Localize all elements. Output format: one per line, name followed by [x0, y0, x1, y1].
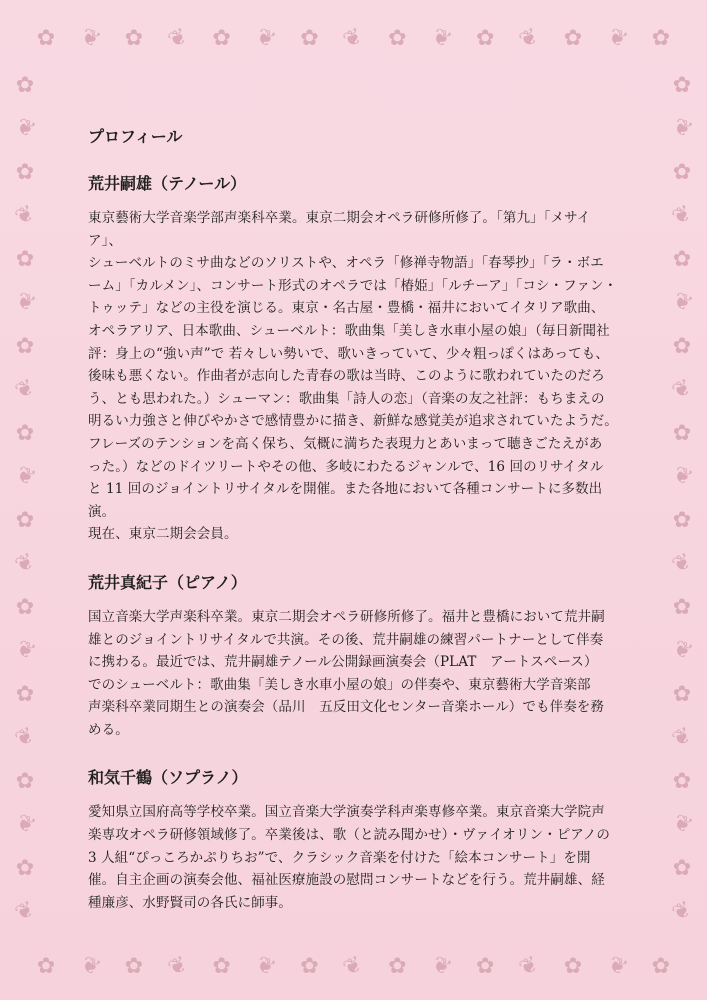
- decorative-border-bottom: [24, 950, 683, 984]
- maple-leaf-icon: ✿: [36, 26, 56, 51]
- maple-leaf-icon: ❦: [603, 23, 631, 54]
- maple-leaf-icon: ❦: [11, 635, 39, 667]
- maple-leaf-icon: ❦: [515, 23, 543, 54]
- maple-leaf-icon: ❦: [11, 113, 39, 145]
- maple-leaf-icon: ❦: [427, 951, 456, 982]
- maple-leaf-icon: ❦: [252, 951, 280, 982]
- maple-leaf-icon: ❦: [668, 722, 696, 754]
- maple-leaf-icon: ✿: [672, 333, 692, 359]
- section-title: 荒井真紀子（ピアノ）: [88, 572, 247, 592]
- maple-leaf-icon: ❦: [668, 896, 696, 928]
- maple-leaf-icon: ❦: [76, 951, 104, 982]
- maple-leaf-icon: ✿: [388, 954, 407, 979]
- maple-leaf-icon: ✿: [15, 420, 35, 446]
- maple-leaf-icon: ❦: [668, 287, 696, 319]
- profile-content: [88, 124, 620, 938]
- section-body: 国立音楽大学声楽科卒業。東京二期会オペラ研修所修了。福井と豊橋において荒井嗣 雄とのジョイントリサイタルで共演。その後、荒井嗣雄の練習パートナーとして伴奏 に携わる。最近では、荒井嗣雄テノール公開録画演奏会（PLAT アートスペース） でのシューベルト：歌曲集「美しき水車小屋の娘」の伴奏や、東京藝術大学音楽部 声楽科卒業同期生との演奏会（品川 五反田文化センター音楽ホール）でも伴奏を務 める。: [88, 608, 605, 738]
- maple-leaf-icon: ✿: [15, 333, 35, 359]
- maple-leaf-icon: ✿: [475, 26, 495, 51]
- maple-leaf-icon: ❦: [163, 23, 192, 54]
- maple-leaf-icon: ✿: [15, 246, 35, 272]
- maple-leaf-icon: ✿: [563, 26, 583, 51]
- maple-leaf-icon: ✿: [651, 26, 671, 51]
- maple-leaf-icon: ❦: [427, 23, 456, 54]
- decorative-border-left: [8, 64, 42, 934]
- maple-leaf-icon: ❦: [11, 809, 39, 841]
- profile-heading: プロフィール: [88, 127, 183, 146]
- maple-leaf-icon: ❦: [668, 809, 696, 841]
- maple-leaf-icon: ❦: [668, 113, 696, 145]
- maple-leaf-icon: ✿: [563, 954, 583, 979]
- maple-leaf-icon: ✿: [672, 594, 692, 620]
- maple-leaf-icon: ❦: [515, 951, 543, 982]
- maple-leaf-icon: ✿: [36, 954, 56, 979]
- decorative-border-top: [24, 22, 683, 56]
- maple-leaf-icon: ❦: [252, 23, 280, 54]
- maple-leaf-icon: ❦: [603, 951, 631, 982]
- maple-leaf-icon: ❦: [668, 548, 696, 580]
- maple-leaf-icon: ❦: [339, 951, 367, 982]
- maple-leaf-icon: ❦: [11, 722, 39, 754]
- maple-leaf-icon: ✿: [15, 159, 35, 185]
- maple-leaf-icon: ✿: [672, 507, 692, 533]
- maple-leaf-icon: ✿: [651, 954, 671, 979]
- maple-leaf-icon: ✿: [15, 855, 35, 881]
- maple-leaf-icon: ✿: [212, 954, 231, 979]
- maple-leaf-icon: ❦: [668, 635, 696, 667]
- maple-leaf-icon: ✿: [15, 768, 35, 794]
- maple-leaf-icon: ❦: [11, 896, 39, 928]
- maple-leaf-icon: ✿: [672, 768, 692, 794]
- maple-leaf-icon: ✿: [15, 681, 35, 707]
- maple-leaf-icon: ✿: [212, 26, 231, 51]
- maple-leaf-icon: ❦: [11, 461, 39, 493]
- maple-leaf-icon: ❦: [163, 951, 192, 982]
- maple-leaf-icon: ❦: [11, 200, 39, 232]
- maple-leaf-icon: ✿: [300, 954, 319, 979]
- maple-leaf-icon: ❦: [668, 200, 696, 232]
- section-body: 東京藝術大学音楽学部声楽科卒業。東京二期会オペラ研修所修了。「第九」「メサイア」、 シューベルトのミサ曲などのソリストや、オペラ「修禅寺物語」「春琴抄」「ラ・ボエ ーム」「カルメン」、コンサート形式のオペラでは「椿姫」「ルチーア」「コシ・ファン・ トゥッテ」などの主役を演じる。東京・名古屋・豊橋・福井においてイタリア歌曲、 オペラアリア、日本歌曲、シューベルト：歌曲集「美しき水車小屋の娘」（毎日新聞社 評：身上の“強い声”で 若々しい勢いで、歌いきっていて、少々粗っぽくはあっても、 後味も悪くない。作曲者が志向した青春の歌は当時、このように歌われていたのだろ う、とも思われた。）シューマン：歌曲集「詩人の恋」（音楽の友之社評：もちまえの 明るい力強さと伸びやかさで感情豊かに描き、新鮮な感覚美が追求されていたようだ。 フレーズのテンションを高く保ち、気概に満ちた表現力とあいまって聴きごたえがあ った。）などのドイツリートやその他、多岐にわたるジャンルで、16 回のリサイタル と 11 回のジョイントリサイタルを開催。また各地において各種コンサートに多数出演。 現在、東京二期会会員。: [88, 210, 618, 543]
- profile-section: [88, 171, 620, 546]
- maple-leaf-icon: ✿: [672, 246, 692, 272]
- maple-leaf-icon: ❦: [11, 548, 39, 580]
- maple-leaf-icon: ✿: [300, 26, 319, 51]
- maple-leaf-icon: ✿: [124, 26, 144, 51]
- maple-leaf-icon: ✿: [388, 26, 407, 51]
- maple-leaf-icon: ✿: [672, 159, 692, 185]
- profile-section: [88, 570, 620, 742]
- maple-leaf-icon: ✿: [475, 954, 495, 979]
- maple-leaf-icon: ✿: [672, 855, 692, 881]
- maple-leaf-icon: ❦: [11, 287, 39, 319]
- maple-leaf-icon: ✿: [15, 507, 35, 533]
- maple-leaf-icon: ❦: [76, 23, 104, 54]
- maple-leaf-icon: ✿: [672, 681, 692, 707]
- maple-leaf-icon: ❦: [11, 374, 39, 406]
- maple-leaf-icon: ✿: [124, 954, 144, 979]
- maple-leaf-icon: ✿: [15, 594, 35, 620]
- decorative-border-right: [665, 64, 699, 934]
- section-title: 荒井嗣雄（テノール）: [88, 174, 247, 193]
- maple-leaf-icon: ❦: [668, 374, 696, 406]
- section-title: 和気千鶴（ソプラノ）: [88, 768, 248, 788]
- maple-leaf-icon: ✿: [15, 72, 35, 98]
- maple-leaf-icon: ✿: [672, 72, 692, 98]
- section-body: 愛知県立国府高等学校卒業。国立音楽大学演奏学科声楽専修卒業。東京音楽大学院声 楽専攻オペラ研修領域修了。卒業後は、歌（と読み聞かせ）・ヴァイオリン・ピアノの 3 人組“ぴっころかぷりちお”で、クラシック音楽を付けた「絵本コンサート」を開 催。自主企画の演奏会他、福祉医療施設の慰問コンサートなどを行う。荒井嗣雄、経 種廉彦、水野賢司の各氏に師事。: [88, 804, 611, 911]
- maple-leaf-icon: ❦: [339, 23, 367, 54]
- maple-leaf-icon: ✿: [672, 420, 692, 446]
- maple-leaf-icon: ❦: [668, 461, 696, 493]
- profile-section: [88, 765, 620, 914]
